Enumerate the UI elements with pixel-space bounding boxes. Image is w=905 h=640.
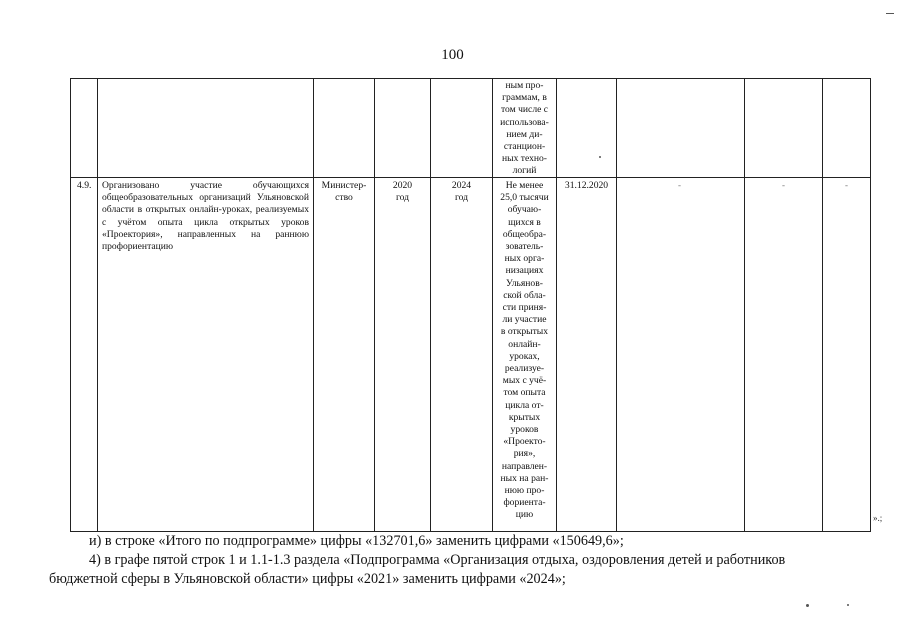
scan-speck: [806, 604, 809, 607]
col10-dash: -: [845, 180, 848, 190]
scan-speck: [847, 604, 849, 606]
paragraph-line-1: и) в строке «Итого по подпрограмме» цифры «132701,6» заменить цифрами «150649,6»;: [89, 533, 624, 549]
paragraph-line-2: 4) в графе пятой строк 1 и 1.1-1.3 раздела «Подпрограмма «Организация отдыха, оздоровления детей и работников: [89, 552, 786, 568]
prev-row-result-cell: ным про- граммам, в том числе с использова- нием ди- станцион- ных техно- логий: [500, 80, 549, 177]
col9-dash: -: [782, 180, 785, 190]
page-number: 100: [441, 47, 464, 63]
row-description: Организовано участие обучающихся общеобразовательных организаций Ульяновской области в открытых онлайн-уроках, реализуемых с учётом опыта цикла открытых уроков «Проектория», направленных на раннюю профориентацию: [102, 180, 309, 253]
scan-speck: [886, 13, 894, 14]
date-cell: 31.12.2020: [564, 180, 609, 191]
scan-speck: [599, 156, 601, 158]
responsible-cell: Министер- ство: [321, 180, 367, 204]
paragraph-line-3: бюджетной сферы в Ульяновской области» цифры «2021» заменить цифрами «2024»;: [49, 571, 566, 587]
result-cell: Не менее 25,0 тысячи обучаю- щихся в общеобра- зователь- ных орга- низациях Ульянов- ской обла- сти приня- ли участие в открытых онлайн- уроках, реализуе- мых с учё- том опыта цикла от- крытых уроков «Проекто- рия», направлен- ных на ран- нюю про- фориента- цию: [500, 180, 549, 521]
col8-dash: -: [678, 180, 681, 190]
closing-quote: ».;: [873, 513, 883, 523]
row-number: 4.9.: [77, 180, 92, 191]
start-year-cell: 2020 год: [392, 180, 413, 204]
end-year-cell: 2024 год: [451, 180, 472, 204]
